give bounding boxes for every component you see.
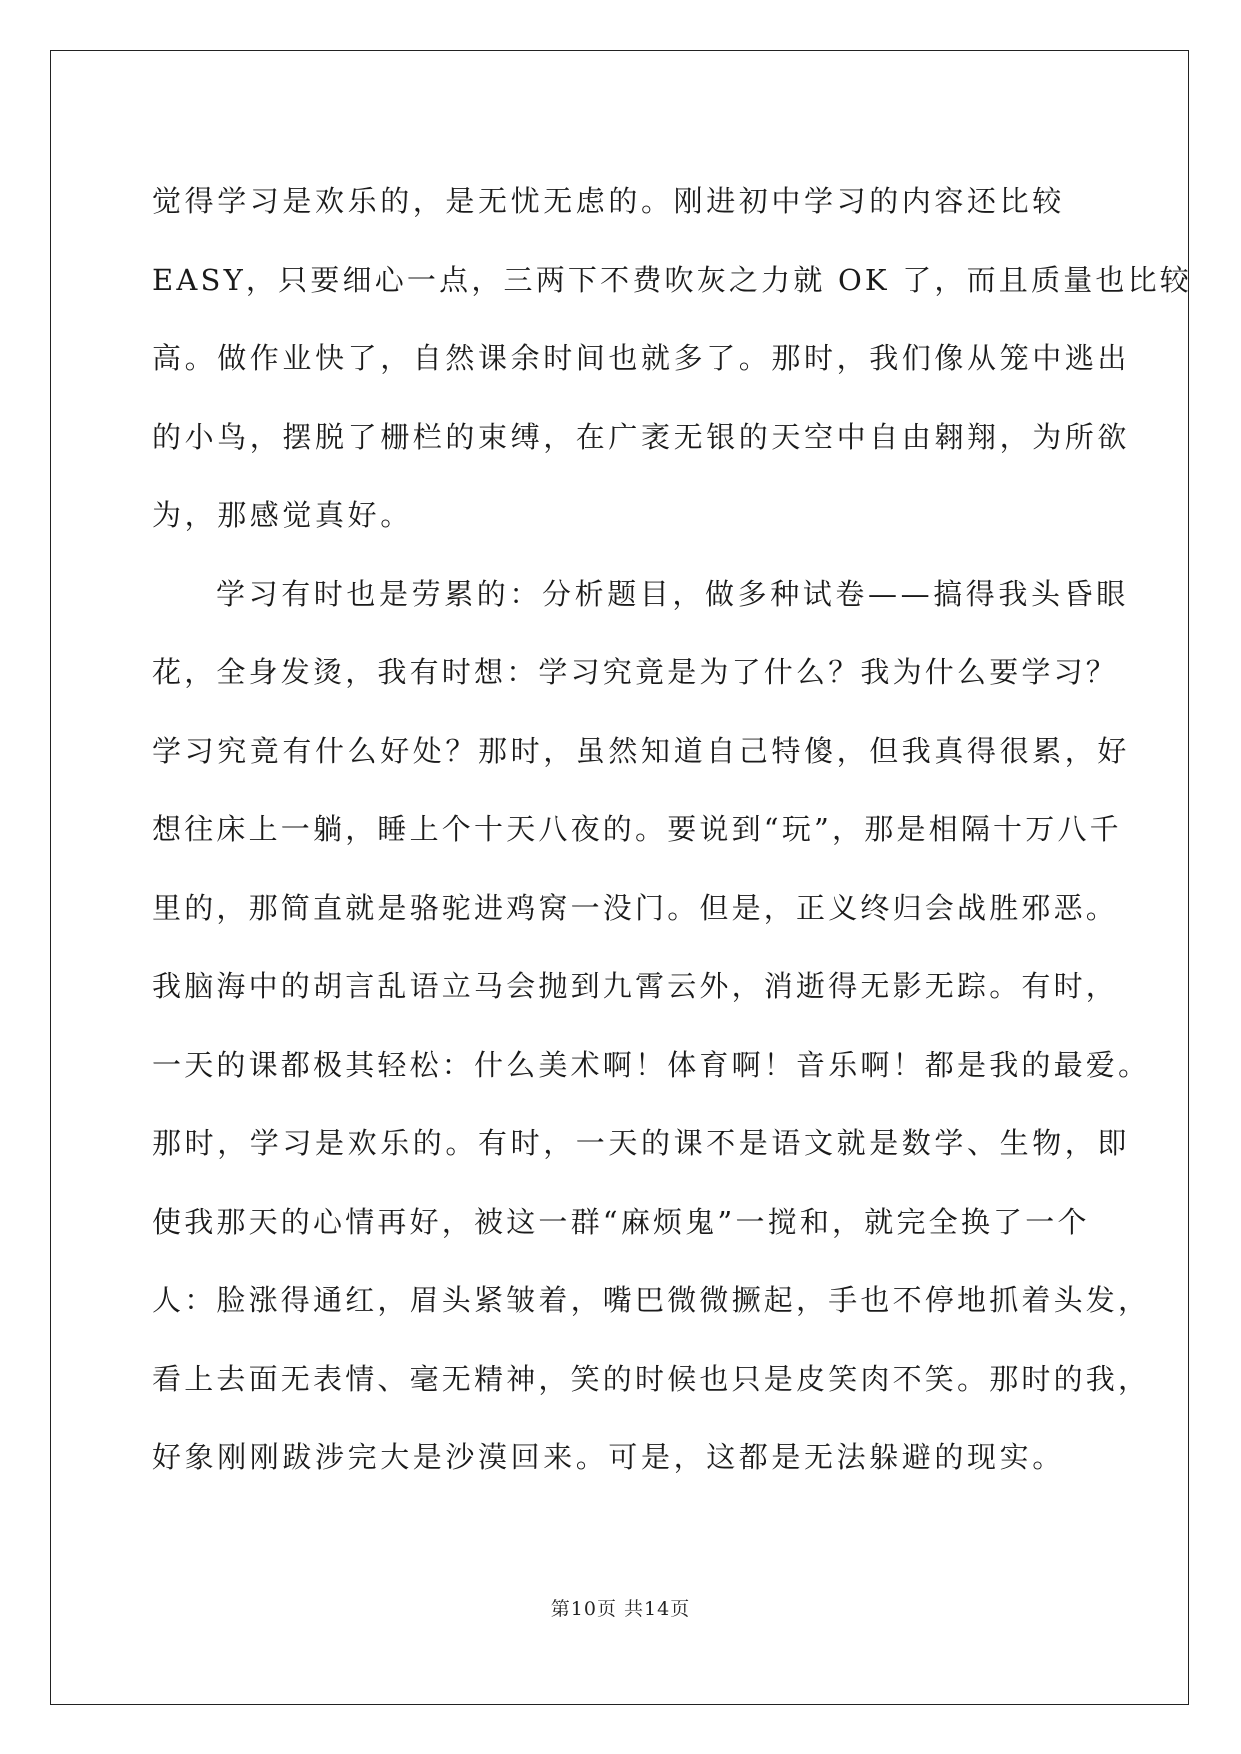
text-line: 花，全身发烫，我有时想：学习究竟是为了什么？我为什么要学习？ [152,655,1119,689]
text-line: 里的，那简直就是骆驼进鸡窝一没门。但是，正义终归会战胜邪恶。 [152,890,1119,925]
text-line: EASY，只要细心一点，三两下不费吹灰之力就 OK 了，而且质量也比较 [152,262,1193,297]
text-line: 为，那感觉真好。 [152,498,413,532]
text-line: 高。做作业快了，自然课余时间也就多了。那时，我们像从笼中逃出 [152,341,1131,375]
text-line: 觉得学习是欢乐的，是无忧无虑的。刚进初中学习的内容还比较 [152,184,1065,218]
footer-prefix: 第 [550,1598,571,1620]
text-line: 好象刚刚跋涉完大是沙漠回来。可是，这都是无法躲避的现实。 [152,1440,1065,1474]
text-line: 学习究竟有什么好处？那时，虽然知道自己特傻，但我真得很累，好 [152,733,1131,768]
current-page-number: 10 [570,1598,597,1620]
text-line: 一天的课都极其轻松：什么美术啊！体育啊！音乐啊！都是我的最爱。 [152,1047,1151,1082]
footer-mid: 页 共 [596,1598,645,1620]
text-line: 人：脸涨得通红，眉头紧皱着，嘴巴微微撅起，手也不停地抓着头发， [152,1283,1151,1317]
text-line: 看上去面无表情、毫无精神，笑的时候也只是皮笑肉不笑。那时的我， [152,1361,1151,1396]
page-footer [0,1594,1241,1621]
footer-suffix: 页 [670,1598,691,1620]
text-line: 那时，学习是欢乐的。有时，一天的课不是语文就是数学、生物，即 [152,1126,1131,1160]
text-line: 的小鸟，摆脱了栅栏的束缚，在广袤无银的天空中自由翱翔，为所欲 [152,419,1131,454]
total-page-number: 14 [644,1598,671,1620]
text-line: 使我那天的心情再好，被这一群“麻烦鬼”一搅和，就完全换了一个 [152,1204,1090,1239]
text-line: 想往床上一躺，睡上个十天八夜的。要说到“玩”，那是相隔十万八千 [152,812,1122,846]
paragraph-first-line: 学习有时也是劳累的：分析题目，做多种试卷——搞得我头昏眼 [216,576,1129,611]
text-line: 我脑海中的胡言乱语立马会抛到九霄云外，消逝得无影无踪。有时， [152,969,1119,1003]
body-text [152,162,1193,1497]
